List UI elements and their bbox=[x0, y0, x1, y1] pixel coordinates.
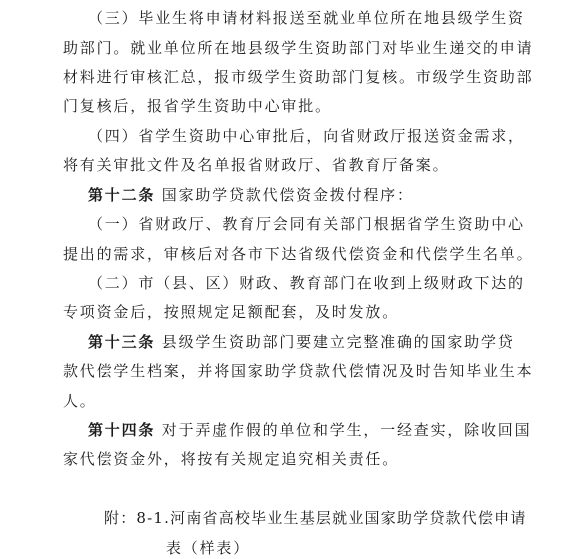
article-12-heading: 第十二条 bbox=[88, 186, 156, 204]
paragraph-line: （一）省财政厅、教育厅会同有关部门根据省学生资助中心 bbox=[88, 215, 525, 233]
paragraph-line: 人。 bbox=[63, 392, 97, 410]
paragraph-line: （三）毕业生将申请材料报送至就业单位所在地县级学生资 bbox=[88, 9, 525, 27]
article-13-heading: 第十三条 bbox=[88, 333, 156, 351]
paragraph-line: 专项资金后，按照规定足额配套，及时发放。 bbox=[63, 303, 400, 321]
attachment-line: 表（样表） bbox=[166, 539, 251, 557]
paragraph-line: 款代偿学生档案，并将国家助学贷款代偿情况及时告知毕业生本 bbox=[63, 362, 534, 380]
paragraph-line: 家代偿资金外，将按有关规定追究相关责任。 bbox=[63, 450, 400, 468]
article-13-text: 县级学生资助部门要建立完整准确的国家助学贷 bbox=[161, 333, 515, 351]
article-14-text: 对于弄虚作假的单位和学生，一经查实，除收回国 bbox=[161, 421, 532, 439]
article-14-line bbox=[88, 420, 531, 440]
paragraph-line: 材料进行审核汇总，报市级学生资助部门复核。市级学生资助部 bbox=[63, 68, 534, 86]
article-14-heading: 第十四条 bbox=[88, 421, 156, 439]
article-13-line bbox=[88, 332, 515, 352]
attachment-line: 附：8-1.河南省高校毕业生基层就业国家助学贷款代偿申请 bbox=[104, 509, 527, 527]
paragraph-line: （二）市（县、区）财政、教育部门在收到上级财政下达的 bbox=[88, 274, 525, 292]
paragraph-line: （四）省学生资助中心审批后，向省财政厅报送资金需求， bbox=[88, 127, 525, 145]
paragraph-line: 提出的需求，审核后对各市下达省级代偿资金和代偿学生名单。 bbox=[63, 245, 534, 263]
paragraph-line: 将有关审批文件及名单报省财政厅、省教育厅备案。 bbox=[63, 156, 450, 174]
article-12-text: 国家助学贷款代偿资金拨付程序： bbox=[161, 186, 414, 204]
paragraph-line: 助部门。就业单位所在地县级学生资助部门对毕业生递交的申请 bbox=[63, 39, 534, 57]
article-12-line bbox=[88, 185, 414, 205]
paragraph-line: 门复核后，报省学生资助中心审批。 bbox=[63, 97, 332, 115]
